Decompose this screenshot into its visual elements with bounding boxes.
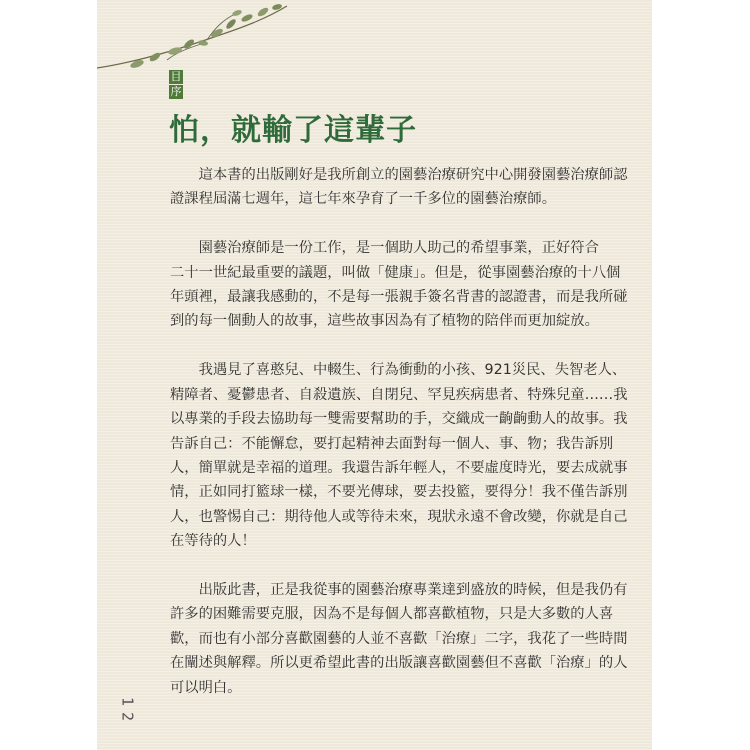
page-number-digit: 1 [118,696,137,707]
text-line: 這本書的出版剛好是我所創立的園藝治療研究中心開發園藝治療師認 [170,167,628,183]
book-page [97,0,652,750]
text-line: 人，也警惕自己：期待他人或等待未來，現狀永遠不會改變，你就是自己 [170,508,628,525]
preface-badge-char: 序 [170,85,182,98]
text-line: 歡，而也有小部分喜歡園藝的人並不喜歡「治療」二字，我花了一些時間 [170,630,628,647]
text-line: 情，正如同打籃球一樣，不要光傳球，要去投籃，要得分！我不僅告訴別 [170,484,628,501]
chapter-title: 怕，就輸了這輩子 [169,113,417,148]
text-line: 精障者、憂鬱患者、自殺遺族、自閉兒、罕見疾病患者、特殊兒童……我 [170,386,628,403]
paragraph [170,358,628,553]
text-line: 以專業的手段去協助每一雙需要幫助的手，交織成一齣齣動人的故事。我 [170,411,628,428]
body-text [170,163,628,724]
text-line: 證課程屆滿七週年，這七年來孕育了一千多位的園藝治療師。 [170,191,557,208]
text-line: 告訴自己：不能懈怠，要打起精神去面對每一個人、事、物；我告訴別 [170,435,614,452]
text-line: 園藝治療師是一份工作，是一個助人助己的希望事業，正好符合 [170,240,599,257]
text-line: 可以明白。 [170,679,242,696]
paragraph [170,236,628,334]
paragraph [170,163,628,212]
text-line: 我遇見了喜憨兒、中輟生、行為衝動的小孩、921災民、失智老人、 [170,362,627,379]
text-line: 出版此書，正是我從事的園藝治療專業達到盛放的時候，但是我仍有 [170,581,628,598]
page-number-digit: 2 [118,711,137,722]
vine-illustration [97,0,652,80]
text-line: 二十一世紀最重要的議題，叫做「健康」。但是，從事園藝治療的十八個 [170,264,621,281]
text-line: 許多的困難需要克服，因為不是每個人都喜歡植物，只是大多數的人喜 [170,606,614,623]
text-line: 到的每一個動人的故事，這些故事因為有了植物的陪伴而更加綻放。 [170,313,599,330]
text-line: 年頭裡，最讓我感動的，不是每一張親手簽名背書的認證書，而是我所碰 [170,289,628,306]
paragraph [170,578,628,700]
text-line: 在等待的人！ [170,533,256,550]
text-line: 人，簡單就是幸福的道理。我還告訴年輕人，不要虛度時光，要去成就事 [170,459,628,476]
page-number [118,694,137,724]
preface-badge-char: 目 [170,70,182,83]
text-line: 在闡述與解釋。所以更希望此書的出版讓喜歡園藝但不喜歡「治療」的人 [170,655,628,672]
